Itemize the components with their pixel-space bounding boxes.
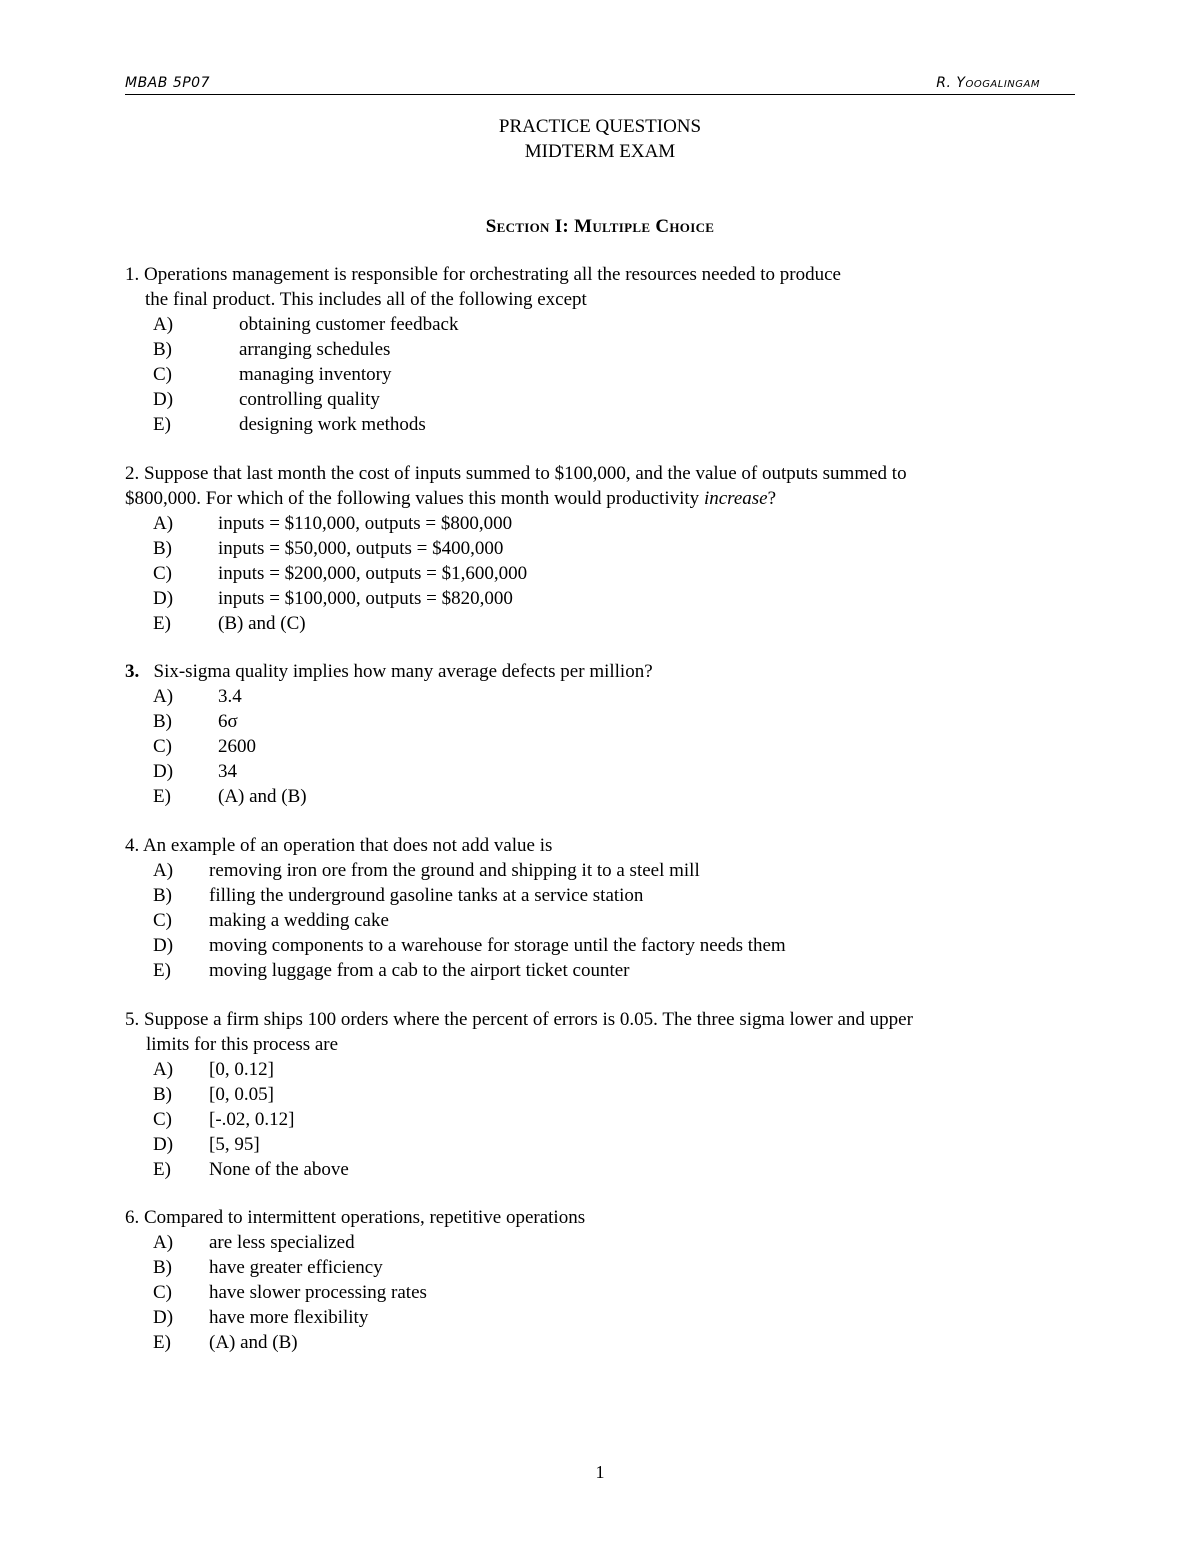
question-6 <box>125 1205 1045 1355</box>
option-text: removing iron ore from the ground and shipping it to a steel mill <box>209 860 700 881</box>
question-text-line1: Six-sigma quality implies how many average defects per million? <box>153 661 653 682</box>
option-a <box>125 684 1045 709</box>
option-label: C) <box>153 736 172 757</box>
option-c <box>125 362 1045 387</box>
header-course-code: MBAB 5P07 <box>125 75 210 91</box>
option-a <box>125 511 1045 536</box>
option-label: D) <box>153 761 174 782</box>
option-text: moving components to a warehouse for storage until the factory needs them <box>209 935 786 956</box>
option-label: E) <box>153 613 171 634</box>
option-label: D) <box>153 1307 174 1328</box>
option-label: C) <box>153 910 172 931</box>
option-label: A) <box>153 314 174 335</box>
header-instructor: R. Yoogalingam <box>936 75 1040 91</box>
option-d <box>125 1132 1045 1157</box>
option-text: [5, 95] <box>209 1134 260 1155</box>
option-label: D) <box>153 935 174 956</box>
option-label: A) <box>153 513 174 534</box>
option-text: have more flexibility <box>209 1307 369 1328</box>
question-text-line2 <box>125 486 1045 511</box>
option-text: inputs = $200,000, outputs = $1,600,000 <box>218 563 528 584</box>
option-text: are less specialized <box>209 1232 355 1253</box>
option-label: A) <box>153 686 174 707</box>
option-label: B) <box>153 1084 172 1105</box>
option-b <box>125 883 1045 908</box>
option-label: D) <box>153 1134 174 1155</box>
question-stem <box>125 461 1045 511</box>
option-label: E) <box>153 1332 171 1353</box>
question-stem <box>125 262 1045 312</box>
option-label: C) <box>153 563 172 584</box>
option-text: obtaining customer feedback <box>239 314 459 335</box>
question-2 <box>125 461 1045 636</box>
option-text: inputs = $110,000, outputs = $800,000 <box>218 513 513 534</box>
option-label: E) <box>153 414 171 435</box>
option-b <box>125 1255 1045 1280</box>
option-text: have greater efficiency <box>209 1257 383 1278</box>
option-d <box>125 933 1045 958</box>
option-text: [-.02, 0.12] <box>209 1109 295 1130</box>
option-text: 6σ <box>218 711 238 732</box>
question-4 <box>125 833 1045 983</box>
question-text-line2: the final product. This includes all of the following except <box>145 289 587 310</box>
option-e <box>125 1157 1045 1182</box>
option-a <box>125 312 1045 337</box>
option-b <box>125 709 1045 734</box>
option-e <box>125 784 1045 809</box>
option-label: D) <box>153 588 174 609</box>
option-label: C) <box>153 364 172 385</box>
question-number: 3. <box>125 661 140 682</box>
option-label: C) <box>153 1109 172 1130</box>
page-header <box>125 72 1075 95</box>
option-c <box>125 734 1045 759</box>
option-label: A) <box>153 860 174 881</box>
option-c <box>125 561 1045 586</box>
option-label: C) <box>153 1282 172 1303</box>
option-label: B) <box>153 538 172 559</box>
option-text: designing work methods <box>239 414 426 435</box>
option-label: B) <box>153 1257 172 1278</box>
option-e <box>125 611 1045 636</box>
option-d <box>125 759 1045 784</box>
option-label: B) <box>153 711 172 732</box>
question-number: 6. <box>125 1207 140 1228</box>
option-text: None of the above <box>209 1159 349 1180</box>
option-text: making a wedding cake <box>209 910 389 931</box>
question-number: 1. <box>125 264 140 285</box>
option-d <box>125 586 1045 611</box>
option-text: (A) and (B) <box>209 1332 298 1353</box>
doc-title-line2: MIDTERM EXAM <box>524 141 676 162</box>
doc-title-line1: PRACTICE QUESTIONS <box>498 116 702 137</box>
question-3 <box>125 659 1045 809</box>
question-stem <box>125 1205 1045 1230</box>
section-heading: Section I: Multiple Choice <box>485 216 715 237</box>
question-stem <box>125 1007 1045 1057</box>
question-text-line1: Compared to intermittent operations, repetitive operations <box>144 1207 586 1228</box>
emphasis-word: increase <box>703 488 768 509</box>
option-d <box>125 387 1045 412</box>
option-text: [0, 0.05] <box>209 1084 274 1105</box>
option-text: inputs = $100,000, outputs = $820,000 <box>218 588 513 609</box>
option-label: A) <box>153 1059 174 1080</box>
option-text: 3.4 <box>218 686 242 707</box>
option-a <box>125 858 1045 883</box>
option-d <box>125 1305 1045 1330</box>
option-text: have slower processing rates <box>209 1282 427 1303</box>
option-text: inputs = $50,000, outputs = $400,000 <box>218 538 504 559</box>
option-label: A) <box>153 1232 174 1253</box>
option-label: E) <box>153 960 171 981</box>
option-label: B) <box>153 339 172 360</box>
option-e <box>125 412 1045 437</box>
question-text-line1: An example of an operation that does not add value is <box>142 835 553 856</box>
question-stem <box>125 659 1045 684</box>
question-text-line2: limits for this process are <box>146 1034 339 1055</box>
option-label: E) <box>153 1159 171 1180</box>
option-text: controlling quality <box>239 389 380 410</box>
option-e <box>125 1330 1045 1355</box>
question-number: 5. <box>125 1009 140 1030</box>
option-a <box>125 1057 1045 1082</box>
option-label: B) <box>153 885 172 906</box>
question-text-line1: Operations management is responsible for orchestrating all the resources needed to produce <box>144 264 841 285</box>
option-text: 34 <box>218 761 237 782</box>
question-5 <box>125 1007 1045 1182</box>
question-number: 4. <box>125 835 140 856</box>
option-text: moving luggage from a cab to the airport ticket counter <box>209 960 630 981</box>
option-text: managing inventory <box>239 364 392 385</box>
option-label: E) <box>153 786 171 807</box>
option-text: arranging schedules <box>239 339 391 360</box>
option-c <box>125 1280 1045 1305</box>
option-text: 2600 <box>218 736 256 757</box>
option-a <box>125 1230 1045 1255</box>
option-text: [0, 0.12] <box>209 1059 274 1080</box>
option-text: (B) and (C) <box>218 613 306 634</box>
question-1 <box>125 262 1045 437</box>
page-number: 1 <box>595 1462 605 1482</box>
option-b <box>125 1082 1045 1107</box>
question-number: 2. <box>125 463 140 484</box>
option-text: (A) and (B) <box>218 786 307 807</box>
option-b <box>125 536 1045 561</box>
question-mark: ? <box>767 488 777 509</box>
option-label: D) <box>153 389 174 410</box>
option-e <box>125 958 1045 983</box>
option-b <box>125 337 1045 362</box>
question-text-line1: Suppose that last month the cost of inputs summed to $100,000, and the value of outputs summed to <box>144 463 907 484</box>
option-c <box>125 908 1045 933</box>
question-text-line2-start: $800,000. For which of the following values this month would productivity <box>125 488 704 509</box>
question-stem <box>125 833 1045 858</box>
option-text: filling the underground gasoline tanks at a service station <box>209 885 644 906</box>
option-c <box>125 1107 1045 1132</box>
question-text-line1: Suppose a firm ships 100 orders where the percent of errors is 0.05. The three sigma lower and upper <box>144 1009 913 1030</box>
